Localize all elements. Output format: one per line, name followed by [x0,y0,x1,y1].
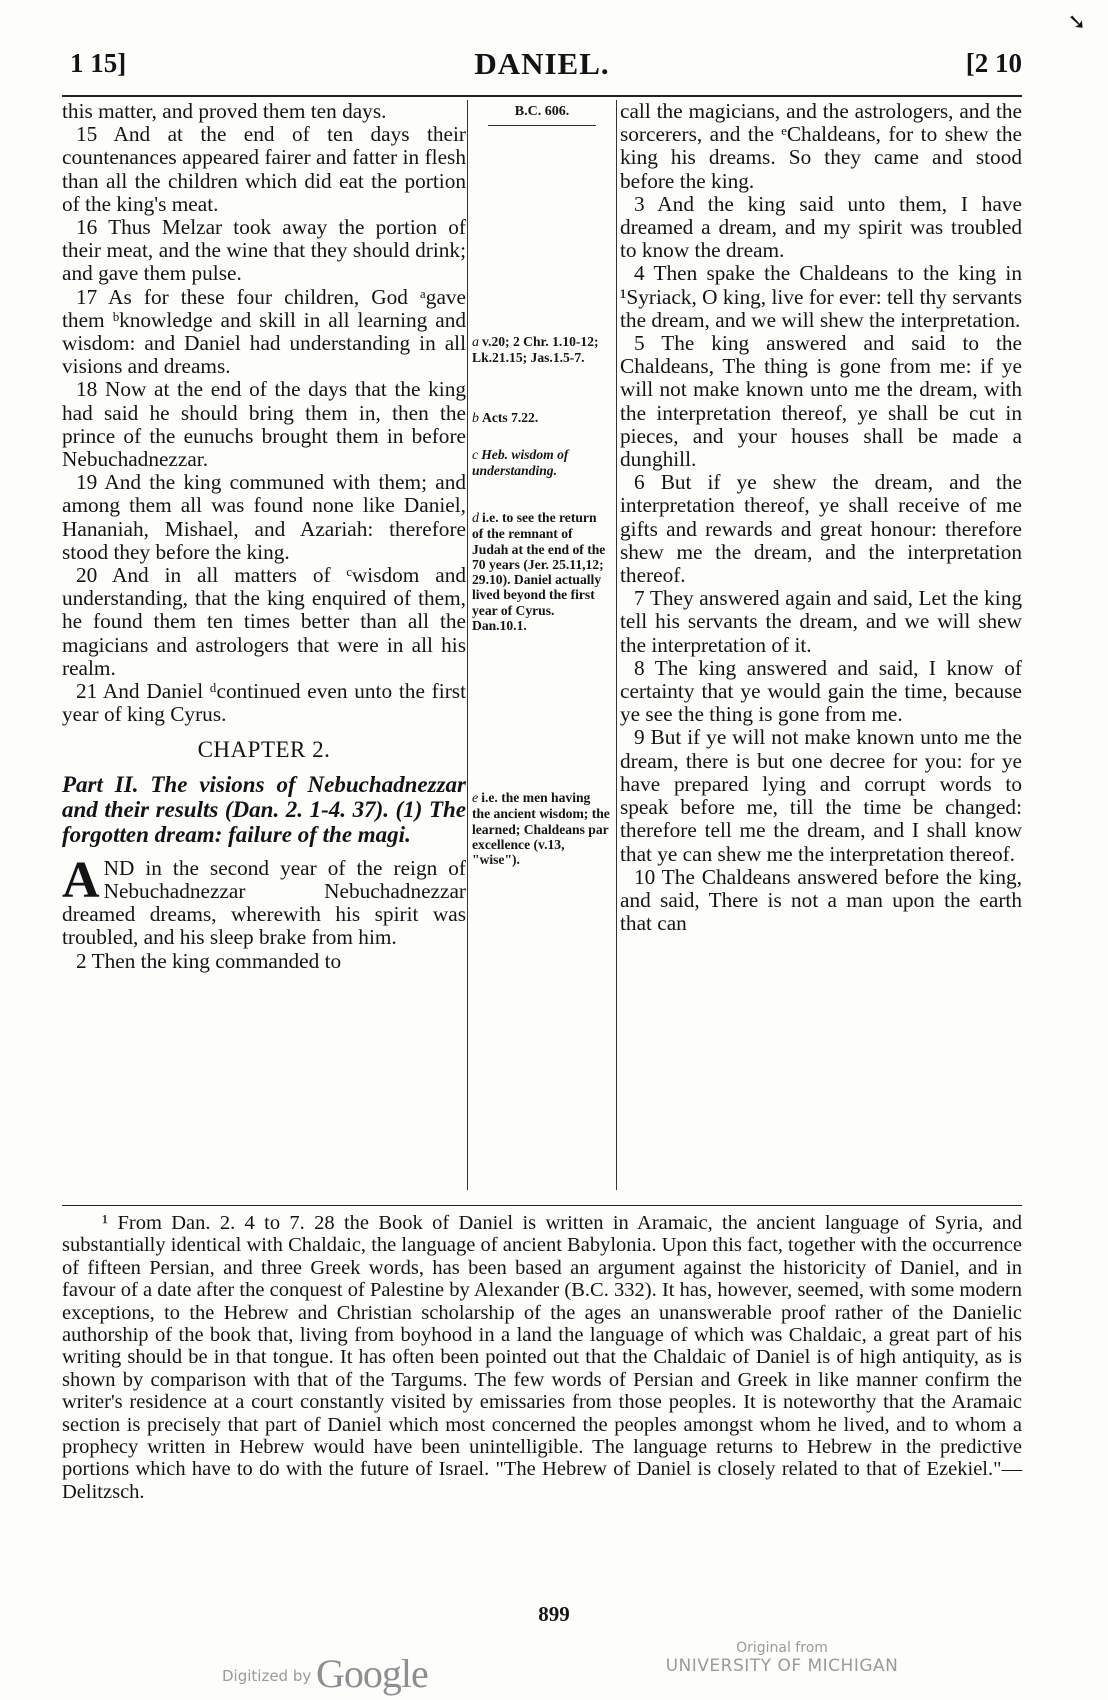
margin-note-c: c Heb. wisdom of understanding. [472,447,569,479]
chapter-opening-paragraph [62,851,466,950]
verse-paragraph: 8 The king answered and said, I know of certainty that ye would gain the time, because ye see the thing is gone from me. [620,655,1022,727]
running-header [62,46,1022,86]
margin-note-d: d i.e. to see the return of the remnant of Judah at the end of the 70 years (Jer. 25.11,12; 29.10). Daniel actually lived beyond the first year of Cyrus. Dan.10.1. [472,510,606,634]
verse-paragraph: 4 Then spake the Chaldeans to the king in ¹Syriack, O king, live for ever: tell thy servants the dream, and we will shew the interpretation. [620,261,1022,332]
header-right-reference: [2 10 [965,48,1022,78]
verse-paragraph: 18 Now at the end of the days that the king had said he should bring them in, then the prince of the eunuchs brought them in before Nebuchadnezzar. [62,377,466,472]
verse-paragraph: 7 They answered again and said, Let the king tell his servants the dream, and we will shew the interpretation of it. [620,586,1022,657]
verse-paragraph: 10 The Chaldeans answered before the king, and said, There is not a man upon the earth that can [620,864,1022,936]
header-book-title: DANIEL. [474,46,610,81]
verse-paragraph: 15 And at the end of ten days their countenances appeared fairer and fatter in flesh than all the children which did eat the portion of the king's meat. [62,122,466,216]
verse-paragraph: 2 Then the king commanded to [76,948,342,973]
verse-paragraph: 5 The king answered and said to the Chaldeans, The thing is gone from me: if ye will not make known unto me the dream, with the interpretation thereof, ye shall be cut in pieces, and your houses shall be made a dunghill. [620,331,1022,472]
chapter-heading: CHAPTER 2. [197,737,331,763]
chapter-opening-text: ND in the second year of the reign of Nebuchadnezzar Nebuchadnezzar dreamed dreams, wherewith his spirit was troubled, and his sleep brake from him. [62,855,466,950]
verse-paragraph: 20 And in all matters of ᶜwisdom and understanding, that the king enquired of them, he found them ten times better than all the magicians and astrologers that were in all his realm. [62,563,466,680]
margin-note-e: e i.e. the men having the ancient wisdom; the learned; Chaldeans par excellence (v.13, "wise"). [472,790,610,868]
footnote-text: ¹ From Dan. 2. 4 to 7. 28 the Book of Daniel is written in Aramaic, the ancient language of Syria, and substantially identical with Chaldaic, the language of ancient Babylonia. Upon this fact, together with the occurrence of fifteen Persian, and three Greek words, has been based an argument against the historicity of Daniel, and in favour of a date after the conquest of Palestine by Alexander (B.C. 332). It has, however, seemed, with some modern exceptions, to the Hebrew and Christian scholarship of the ages an unanswerable proof rather of the Danielic authorship of the book that, living from boyhood in a land the language of which was Chaldaic, a great part of his writing should be in that tongue. It has often been pointed out that the Chaldaic of Daniel is of high antiquity, as is shown by comparison with that of the Targums. The few words of Persian and Greek in like manner confirm the writer's residence at a court constantly visited by emissaries from those peoples. It is noteworthy that the Aramaic section is precisely that part of Daniel which most concerned the peoples amongst whom he lived, and to whom a prophecy written in Hebrew would have been unintelligible. The language returns to Hebrew in the predictive portions which have to do with the future of Israel. "The Hebrew of Daniel is closely related to that of Ezekiel."—Delitzsch. [62,1212,1022,1503]
verse-paragraph: 3 And the king said unto them, I have dreamed a dream, and my spirit was troubled to know the dream. [620,191,1022,263]
marginal-references [470,100,614,980]
original-from-watermark [652,1640,912,1676]
right-text-column [620,100,1022,1190]
column-separator-left [467,100,468,1190]
margin-date: B.C. 606. [488,104,596,126]
verse-paragraph: call the magicians, and the astrologers, and the sorcerers, and the ᵉChaldeans, for to shew the king his dreams. So they came and stood before the king. [620,100,1022,193]
digitized-by-text: Digitized by [222,1667,312,1685]
left-text-column [62,100,466,1190]
corner-arrow-icon: ➘ [1067,10,1086,35]
column-separator-right [616,100,617,1190]
page-number: 899 [538,1602,570,1626]
verse-paragraph: 9 But if ye will not make known unto me the dream, there is but one decree for you: for ye have prepared lying and corrupt words to speak before me, till the time be changed: therefore tell me the dream, and I shall know that ye can shew me the interpretation thereof. [620,725,1022,866]
footnote-rule [62,1205,1022,1206]
margin-note-a: a v.20; 2 Chr. 1.10-12; Lk.21.15; Jas.1.5-7. [472,334,599,366]
original-from-text: Original from [736,1640,828,1656]
margin-note-b: b Acts 7.22. [472,410,539,426]
digitized-by-watermark [222,1650,428,1697]
part-heading: Part II. The visions of Nebuchadnezzar and their results (Dan. 2. 1-4. 37). (1) The forgotten dream: failure of the magi. [62,771,466,847]
footnote [62,1212,1022,1503]
header-rule [62,95,1022,97]
institution-name: UNIVERSITY OF MICHIGAN [665,1656,899,1676]
verse-paragraph: 17 As for these four children, God ᵃgave them ᵇknowledge and skill in all learning and wisdom: and Daniel had understanding in all visions and dreams. [62,284,466,379]
verse-paragraph: 19 And the king communed with them; and among them all was found none like Daniel, Hananiah, Mishael, and Azariah: therefore stood they before the king. [62,470,466,564]
google-logo: Google [316,1651,428,1696]
verse-paragraph: 16 Thus Melzar took away the portion of their meat, and the wine that they should drink; and gave them pulse. [62,215,466,286]
verse-paragraph: 6 But if ye shew the dream, and the interpretation thereof, ye shall receive of me gifts and rewards and great honour: therefore shew me the dream, and the interpretation thereof. [620,470,1022,588]
drop-cap: A [62,851,100,909]
verse-paragraph: 21 And Daniel ᵈcontinued even unto the first year of king Cyrus. [62,679,466,727]
verse-paragraph: this matter, and proved them ten days. [62,100,387,123]
header-left-reference: 1 15] [70,48,127,78]
